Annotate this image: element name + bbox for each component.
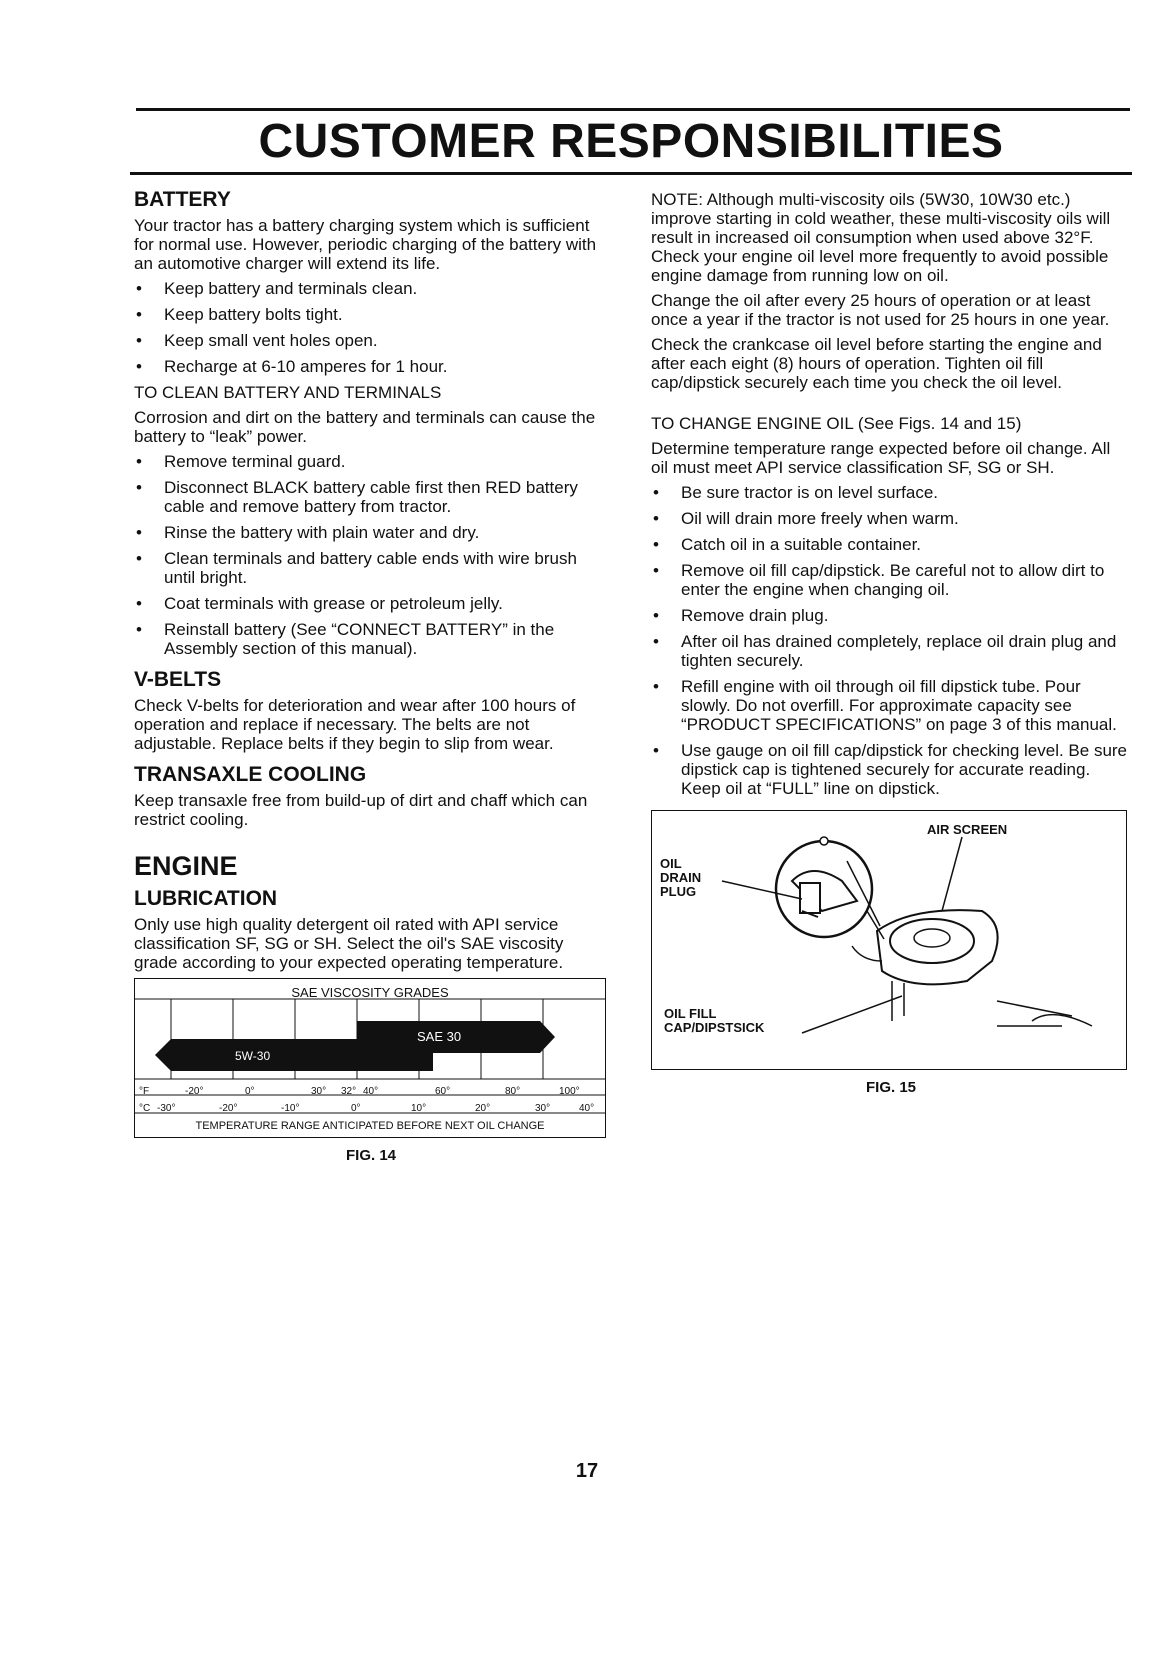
list-item: • Recharge at 6-10 amperes for 1 hour. — [134, 357, 608, 376]
change-oil-intro: Determine temperature range expected before oil change. All oil must meet API service classification SF, SG or SH. — [651, 439, 1111, 477]
c-tick: -30° — [157, 1103, 176, 1114]
clean-battery-heading: TO CLEAN BATTERY AND TERMINALS — [134, 383, 442, 402]
header-rule-bottom — [130, 172, 1132, 175]
battery-intro: Your tractor has a battery charging system which is sufficient for normal use. However, periodic charging of the battery with an automotive charger will extend its life. — [134, 216, 597, 273]
air-screen-label: AIR SCREEN — [927, 822, 1008, 837]
fahrenheit-unit: °F — [139, 1086, 150, 1097]
transaxle-heading: TRANSAXLE COOLING — [134, 763, 367, 786]
list-item: • Catch oil in a suitable container. — [651, 535, 1131, 554]
f-tick: 0° — [245, 1086, 255, 1097]
list-item: • Use gauge on oil fill cap/dipstick for checking level. Be sure dipstick cap is tightened securely for accurate reading. Keep oil at “FULL” line on dipstick. — [651, 741, 1131, 798]
f-tick: 80° — [505, 1086, 521, 1097]
c-tick: 20° — [475, 1103, 491, 1114]
change-oil-bullets — [651, 483, 1131, 798]
c-tick: 10° — [411, 1103, 427, 1114]
viscosity-chart — [134, 978, 606, 1138]
header-rule-top — [136, 108, 1130, 111]
list-item: • Rinse the battery with plain water and dry. — [134, 523, 608, 542]
change-oil-heading: TO CHANGE ENGINE OIL (See Figs. 14 and 15) — [651, 414, 1022, 433]
oil-drain-plug-label-3: PLUG — [660, 884, 697, 899]
list-item: • Oil will drain more freely when warm. — [651, 509, 1131, 528]
oil-note: NOTE: Although multi-viscosity oils (5W30, 10W30 etc.) improve starting in cold weather, these multi-viscosity oils will result in increased oil consumption when used above 32°F. Check your engine oil level more frequently to avoid possible engine damage from running low on oil. — [651, 190, 1111, 285]
vbelts-heading: V-BELTS — [134, 668, 222, 691]
transaxle-text: Keep transaxle free from build-up of dirt and chaff which can restrict cooling. — [134, 791, 588, 829]
sae30-label: SAE 30 — [417, 1029, 462, 1044]
oil-drain-plug-label-1: OIL — [660, 856, 682, 871]
f-tick: 40° — [363, 1086, 379, 1097]
list-item: • Keep battery and terminals clean. — [134, 279, 608, 298]
battery-bullets — [134, 279, 608, 376]
f-tick: 32° — [341, 1086, 357, 1097]
c-tick: -20° — [219, 1103, 238, 1114]
right-column — [651, 190, 1131, 1097]
c-tick: 40° — [579, 1103, 595, 1114]
left-column — [134, 188, 608, 1165]
f-tick: 100° — [559, 1086, 580, 1097]
list-item: • Keep small vent holes open. — [134, 331, 608, 350]
list-item: • Disconnect BLACK battery cable first then RED battery cable and remove battery from tractor. — [134, 478, 608, 516]
list-item: • Be sure tractor is on level surface. — [651, 483, 1131, 502]
list-item: • Refill engine with oil through oil fill dipstick tube. Pour slowly. Do not overfill. For approximate capacity see “PRODUCT SPECIFICATIONS” on page 3 of this manual. — [651, 677, 1131, 734]
5w30-label: 5W-30 — [235, 1049, 271, 1063]
list-item: • Clean terminals and battery cable ends with wire brush until bright. — [134, 549, 608, 587]
oil-fill-label-1: OIL FILL — [664, 1006, 717, 1021]
celsius-unit: °C — [139, 1103, 151, 1114]
list-item: • After oil has drained completely, replace oil drain plug and tighten securely. — [651, 632, 1131, 670]
list-item: • Reinstall battery (See “CONNECT BATTERY” in the Assembly section of this manual). — [134, 620, 608, 658]
oil-fill-label-2: CAP/DIPSTSICK — [664, 1020, 765, 1035]
oil-check-level: Check the crankcase oil level before starting the engine and after each eight (8) hours of operation. Tighten oil fill cap/dipstick securely each time you check the oil level. — [651, 335, 1102, 392]
page-title: CUSTOMER RESPONSIBILITIES — [258, 115, 1004, 168]
c-tick: -10° — [281, 1103, 300, 1114]
vbelts-text: Check V-belts for deterioration and wear after 100 hours of operation and replace if necessary. The belts are not adjustable. Replace belts if they begin to slip from wear. — [134, 696, 576, 753]
oil-change-interval: Change the oil after every 25 hours of operation or at least once a year if the tractor is not used for 25 hours in one year. — [651, 291, 1110, 329]
fig15-label: FIG. 15 — [865, 1079, 917, 1096]
f-tick: -20° — [185, 1086, 204, 1097]
c-tick: 0° — [351, 1103, 361, 1114]
list-item: • Keep battery bolts tight. — [134, 305, 608, 324]
5w30-bar — [155, 1039, 433, 1071]
f-tick: 30° — [311, 1086, 327, 1097]
clean-battery-intro: Corrosion and dirt on the battery and terminals can cause the battery to “leak” power. — [134, 408, 596, 446]
oil-drain-plug-label-2: DRAIN — [660, 870, 702, 885]
viscosity-chart-title: SAE VISCOSITY GRADES — [291, 985, 449, 1000]
c-tick: 30° — [535, 1103, 551, 1114]
lubrication-text: Only use high quality detergent oil rated with API service classification SF, SG or SH. Select the oil's SAE viscosity grade according to your expected operating temperature. — [134, 915, 564, 972]
page-number: 17 — [575, 1460, 599, 1482]
lubrication-heading: LUBRICATION — [134, 887, 278, 910]
list-item: • Remove drain plug. — [651, 606, 1131, 625]
clean-battery-bullets — [134, 452, 608, 658]
list-item: • Remove oil fill cap/dipstick. Be careful not to allow dirt to enter the engine when changing oil. — [651, 561, 1131, 599]
list-item: • Remove terminal guard. — [134, 452, 608, 471]
engine-heading: ENGINE — [134, 851, 238, 881]
viscosity-chart-footer: TEMPERATURE RANGE ANTICIPATED BEFORE NEXT OIL CHANGE — [195, 1120, 545, 1132]
battery-heading: BATTERY — [134, 188, 231, 211]
fig14-label: FIG. 14 — [345, 1147, 397, 1164]
list-item: • Coat terminals with grease or petroleum jelly. — [134, 594, 608, 613]
f-tick: 60° — [435, 1086, 451, 1097]
engine-diagram — [651, 810, 1127, 1070]
